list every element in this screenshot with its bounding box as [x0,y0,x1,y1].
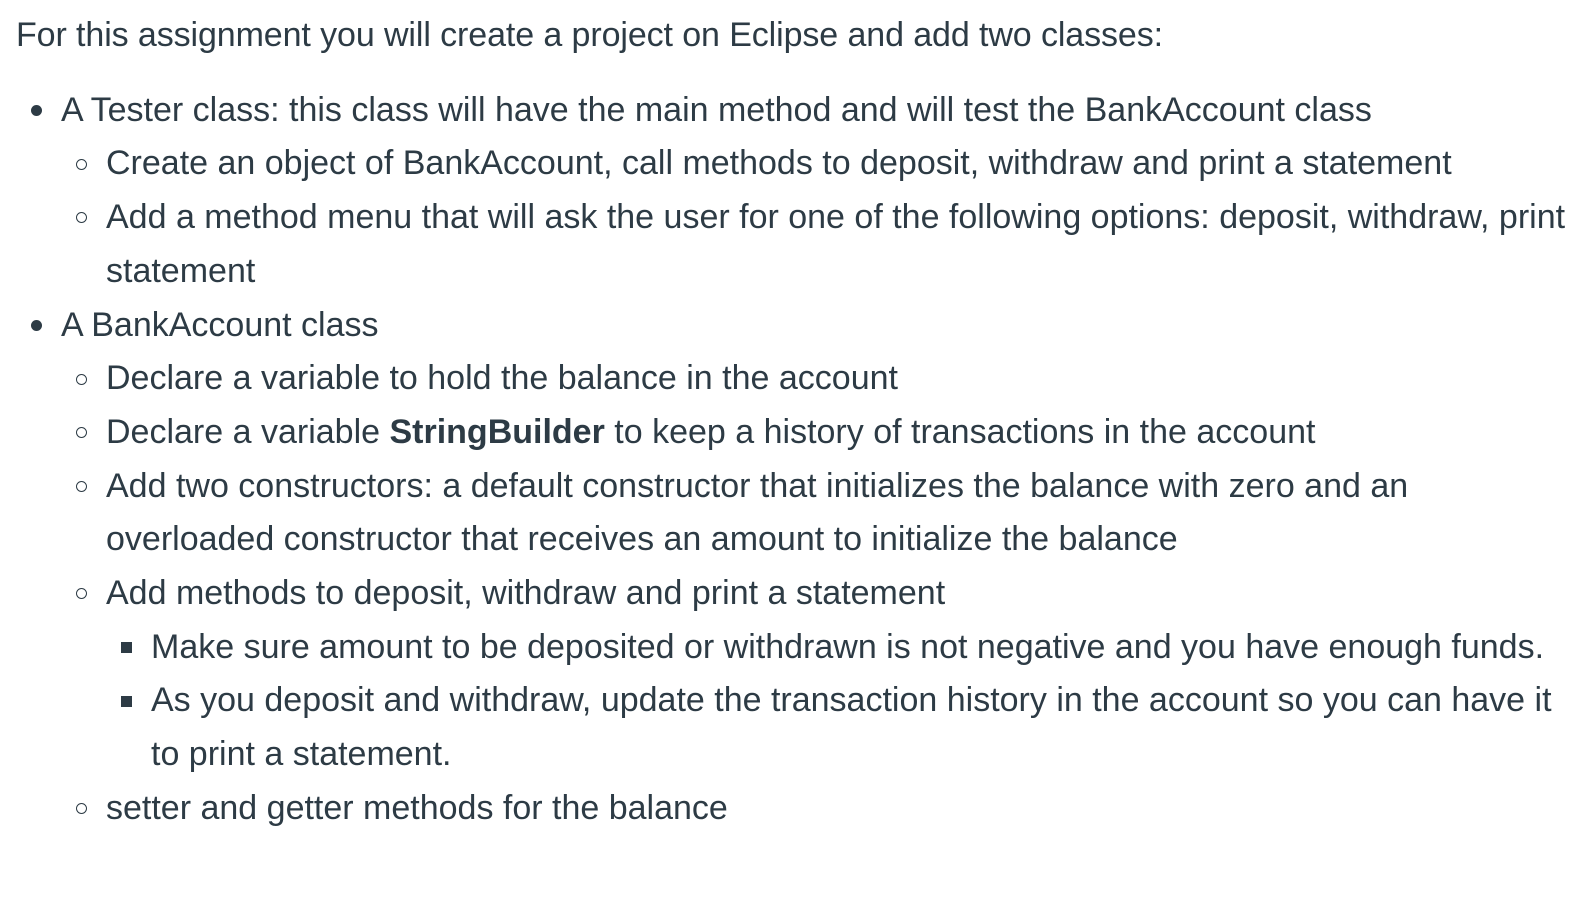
list-item [61,352,1576,406]
square-bullet-icon [106,674,151,728]
disc-bullet-icon [16,299,61,353]
circle-bullet-icon [61,460,106,514]
disc-bullet-icon [16,84,61,138]
list-item-text-pre: Declare a variable [106,412,390,451]
intro-paragraph: For this assignment you will create a project on Eclipse and add two classes: [16,16,1163,54]
list-item [106,621,1576,675]
circle-bullet-icon [61,406,106,460]
list-item-tester-class [16,84,1576,299]
list-item [61,460,1576,567]
list-item-text: As you deposit and withdraw, update the transaction history in the account so you can have it to print a statement. [151,681,1552,774]
list-item-text: Declare a variable to hold the balance in the account [106,359,898,398]
list-item-text: Add two constructors: a default constructor that initializes the balance with zero and an overloaded constructor that receives an amount to initialize the balance [106,466,1409,559]
stringbuilder-keyword: StringBuilder [389,412,605,451]
methods-sublist [106,621,1576,782]
square-bullet-icon [106,621,151,675]
bankaccount-class-label: A BankAccount class [61,305,379,344]
list-item [61,782,1576,836]
list-item [61,191,1576,298]
circle-bullet-icon [61,191,106,245]
list-item-bankaccount-class [16,299,1576,836]
list-item [61,567,1576,782]
list-item [61,137,1576,191]
list-item-text: Create an object of BankAccount, call methods to deposit, withdraw and print a statement [106,144,1452,183]
list-item-text-post: to keep a history of transactions in the account [604,412,1316,451]
tester-sublist [61,137,1576,298]
list-item-text: Add a method menu that will ask the user for one of the following options: deposit, withdraw, print statement [106,198,1566,290]
circle-bullet-icon [61,567,106,621]
circle-bullet-icon [61,782,106,836]
list-item [106,674,1576,781]
list-item-text: setter and getter methods for the balance [106,788,728,827]
list-item-text: Add methods to deposit, withdraw and print a statement [106,574,946,613]
list-item-text: Make sure amount to be deposited or withdrawn is not negative and you have enough funds. [151,627,1545,666]
list-item [61,406,1576,460]
circle-bullet-icon [61,352,106,406]
tester-class-label: A Tester class: this class will have the main method and will test the BankAccount class [61,90,1372,129]
class-list [16,84,1576,836]
circle-bullet-icon [61,137,106,191]
bankaccount-sublist [61,352,1576,835]
